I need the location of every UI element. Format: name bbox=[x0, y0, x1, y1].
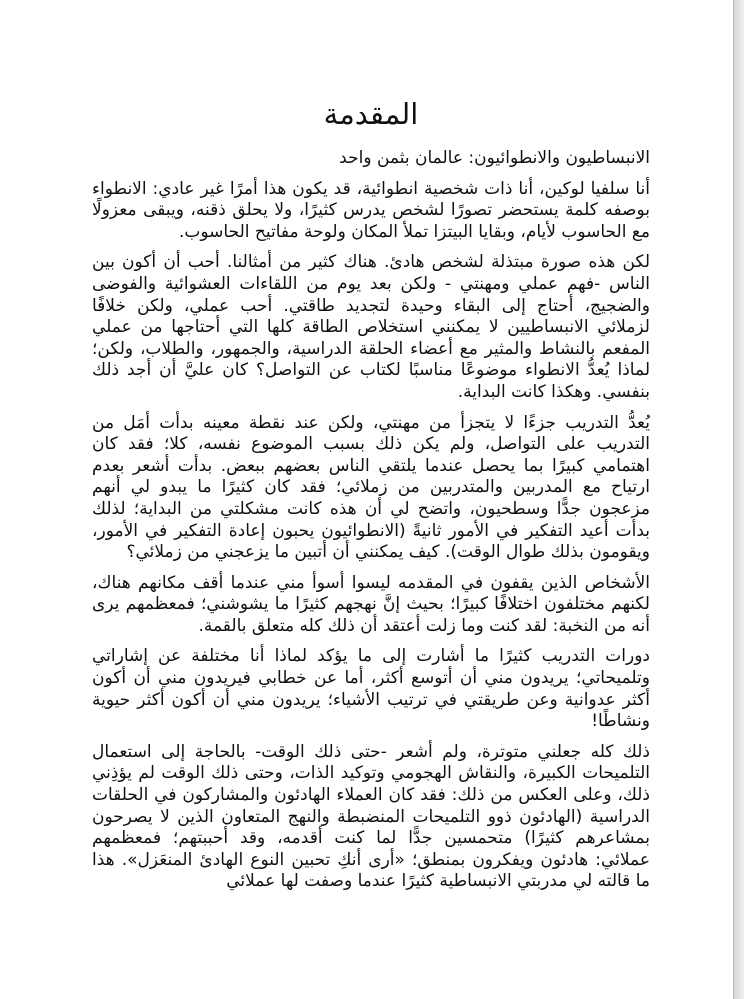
document-page bbox=[92, 92, 650, 902]
section-subtitle: الانبساطيون والانطوائيون: عالمان بثمن واحد bbox=[339, 148, 650, 168]
page-title: المقدمة bbox=[323, 97, 419, 131]
page-edge bbox=[733, 0, 744, 999]
paragraph: يُعدُّ التدريب جزءًا لا يتجزأ من مهنتي، ولكن عند نقطة معينه بدأت أمَل من التدريب على التواصل، ولم يكن ذلك بسبب الموضوع نفسه، كلا؛ فقد كان اهتمامي كبيرًا بما يحصل عندما يلتقي الناس بعضهم ببعض. بدأت أشعر بعدم ارتياح مع المدربين والمتدربين من زملائي؛ فقد كان كثيرًا ما يبدو لي أنهم مزعجون جدًّا وسطحيون، واتضح لي أن هذه كانت مشكلتي من البداية؛ لذلك بدأت أعيد التفكير في الأمور ثانيةً (الانطوائيون يحبون إعادة التفكير في الأمور، ويقومون بذلك طوال الوقت). كيف يمكنني أن أتبين ما يزعجني من زملائي؟ bbox=[92, 412, 650, 563]
paragraph: أنا سلفيا لوكين، أنا ذات شخصية انطوائية، قد يكون هذا أمرًا غير عادي: الانطواء بوصفه كلمة يستحضر تصورًا لشخص يدرس كثيرًا، ولا يحلق ذقنه، ويبقى معزولًا مع الحاسوب لأيام، وبقايا البيتزا تملأ المكان ولوحة مفاتيح الحاسوب. bbox=[92, 178, 650, 242]
paragraph: لكن هذه صورة مبتذلة لشخص هادئ. هناك كثير من أمثالنا. أحب أن أكون بين الناس -فهم عملي ومهنتي - ولكن بعد يوم من اللقاءات العشوائية والفوضى والضجيج، أحتاج إلى البقاء وحيدة لتجديد طاقتي. أحب عملي، ولكن خلافًا لزملائي الانبساطيين لا يمكنني استخلاص الطاقة كلها التي أحتاجها من عملي المفعم بالنشاط والمثير مع أعضاء الحلقة الدراسية، والجمهور، والطلاب، ولكن؛ لماذا يُعدُّ الانطواء موضوعًا مناسبًا لكتاب عن التواصل؟ كان عليَّ أن أجد ذلك بنفسي. وهكذا كانت البداية. bbox=[92, 252, 650, 402]
paragraph: ذلك كله جعلني متوترة، ولم أشعر -حتى ذلك الوقت- بالحاجة إلى استعمال التلميحات الكبيرة، والنقاش الهجومي وتوكيد الذات، وحتى ذلك الوقت لم يؤذِني ذلك، وعلى العكس من ذلك: فقد كان العملاء الهادئون والمشاركون في الحلقات الدراسية (الهادئون ذوو التلميحات المنضبطة والنهج المتعاون الذين لا يصرحون بمشاعرهم كثيرًا) متحمسين جدًّا لما كنت أقدمه، وقد أحببتهم؛ فمعظمهم عملائي: هادئون ويفكرون بمنطق؛ «أرى أنكِ تحبين النوع الهادئ المنعَزل». هذا ما قالته لي مدربتي الانبساطية كثيرًا عندما وصفت لها عملائي bbox=[92, 741, 650, 892]
paragraph: دورات التدريب كثيرًا ما أشارت إلى ما يؤكد لماذا أنا مختلفة عن إشاراتي وتلميحاتي؛ يريدون مني أن أتوسع أكثر، أما عن خطابي فيريدون مني أن أكون أكثر عدوانية وعن طريقتي في ترتيب الأشياء؛ يريدون مني أن أكون أكثر حيوية ونشاطًا! bbox=[92, 646, 650, 732]
paragraph: الأشخاص الذين يقفون في المقدمه ليسوا أسوأ مني عندما أقف مكانهم هناك، لكنهم مختلفون اختلافًا كبيرًا؛ بحيث إنَّ نهجهم كثيرًا ما يشوشني؛ فمعظمهم يرى أنه من النخبة: لقد كنت وما زلت أعتقد أن ذلك كله متعلق بالقمة. bbox=[92, 572, 650, 636]
